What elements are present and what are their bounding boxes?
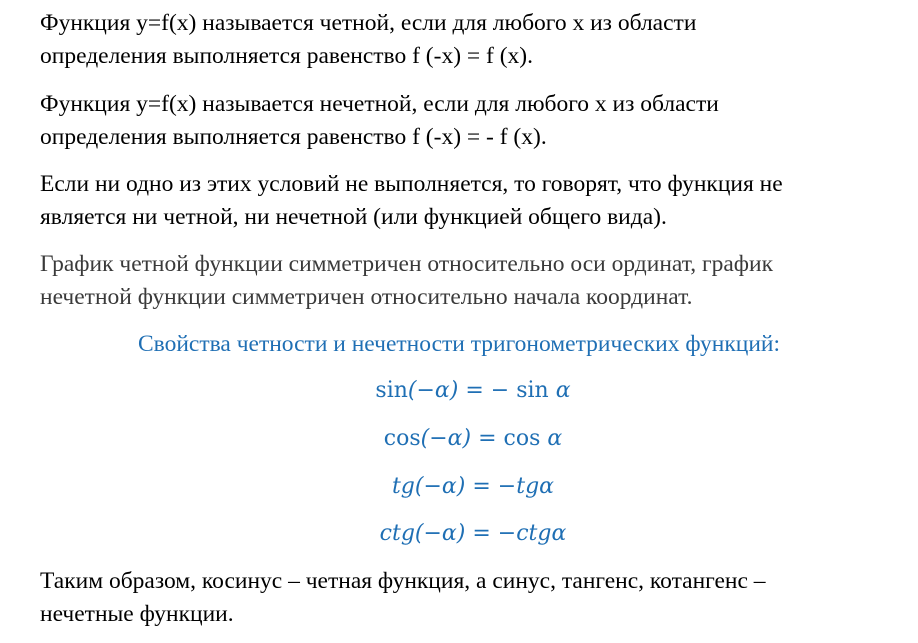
symmetry-statement <box>40 248 900 314</box>
formula-equals: = <box>458 378 491 403</box>
text-line: Если ни одно из этих условий не выполняется, то говорят, что функция не <box>40 171 783 197</box>
formula-argument: (−α) <box>414 521 466 546</box>
text-line: Таким образом, косинус – четная функция, а синус, тангенс, котангенс – <box>40 568 766 594</box>
formula-variable: α <box>548 378 571 403</box>
formula-sign: − <box>490 378 517 403</box>
formula-function: cos <box>503 426 541 451</box>
formula-function: tg <box>391 474 415 499</box>
odd-function-definition <box>40 88 900 154</box>
text-line: определения выполняется равенство f (-x) = f (x). <box>40 43 534 69</box>
formula-function: sin <box>516 378 549 403</box>
text-line: Функция y=f(x) называется нечетной, если для любого x из области <box>40 91 719 117</box>
formula-equals: = <box>465 474 498 499</box>
formula-tg <box>0 472 918 502</box>
formula-equals: = <box>465 521 498 546</box>
formula-argument: (−α) <box>420 426 472 451</box>
formula-right-side: −tgα <box>497 474 555 499</box>
text-line: является ни четной, ни нечетной (или функцией общего вида). <box>40 204 667 230</box>
formula-sin <box>0 376 918 406</box>
formula-variable: α <box>540 426 563 451</box>
text-line: График четной функции симметричен относительно оси ординат, график <box>40 251 774 277</box>
formula-function: cos <box>383 426 421 451</box>
section-heading: Свойства четности и нечетности тригонометрических функций: <box>137 331 781 357</box>
formula-argument: (−α) <box>414 474 466 499</box>
text-line: Функция y=f(x) называется четной, если для любого x из области <box>40 10 697 36</box>
even-function-definition <box>40 7 900 73</box>
formula-argument: (−α) <box>407 378 459 403</box>
formula-function: sin <box>375 378 408 403</box>
conclusion <box>40 565 900 631</box>
formula-function: ctg <box>379 521 415 546</box>
text-line: определения выполняется равенство f (-x) = - f (x). <box>40 124 547 150</box>
text-line: нечетной функции симметричен относительно начала координат. <box>40 284 693 310</box>
formula-cos <box>0 424 918 454</box>
general-function-definition <box>40 168 900 234</box>
formula-equals: = <box>471 426 504 451</box>
formula-ctg <box>0 519 918 549</box>
formula-right-side: −ctgα <box>497 521 567 546</box>
text-line: нечетные функции. <box>40 601 234 627</box>
